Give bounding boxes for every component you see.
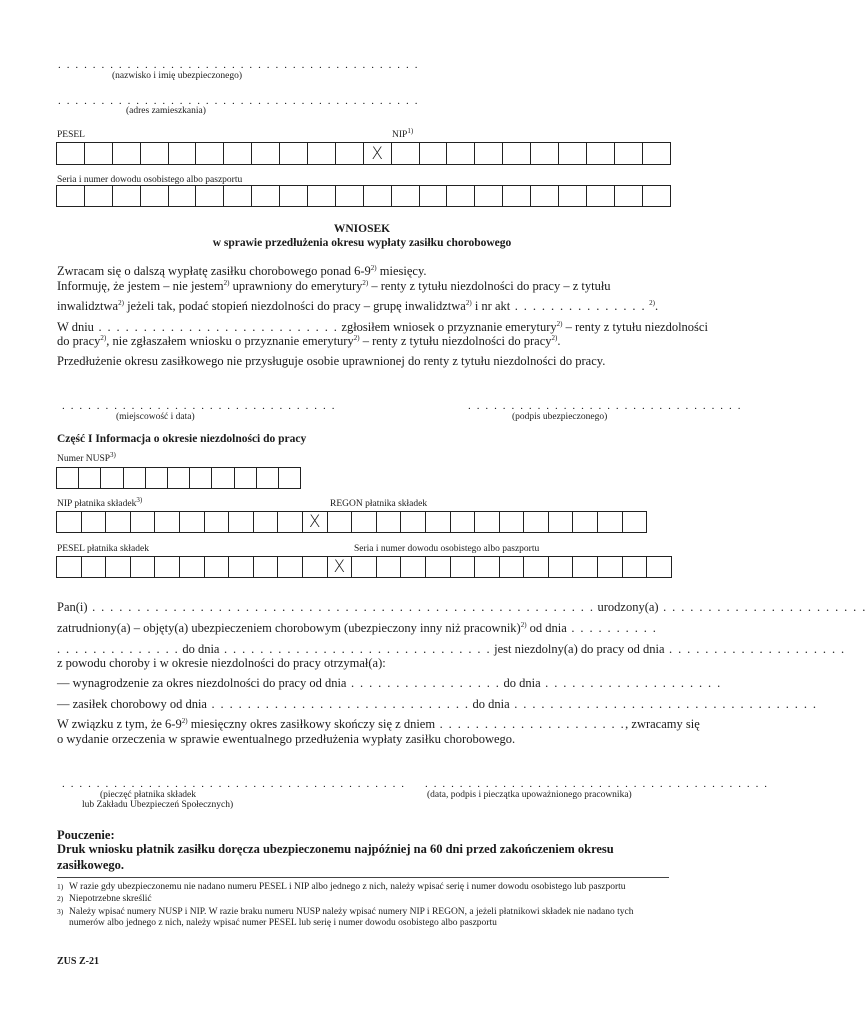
salary-from-field[interactable]: . . . . . . . . . . . . . . . . . — [346, 676, 501, 690]
grid-cell[interactable] — [643, 186, 671, 206]
form-code: ZUS Z-21 — [57, 956, 99, 967]
grid-cell[interactable] — [328, 512, 353, 532]
grid-cell[interactable] — [377, 557, 402, 577]
grid-cell[interactable] — [531, 143, 559, 164]
grid-cell[interactable] — [500, 557, 525, 577]
grid-cell[interactable] — [155, 512, 180, 532]
grid-cell[interactable] — [623, 512, 648, 532]
grid-cell[interactable] — [205, 512, 230, 532]
footnote-divider — [57, 877, 669, 878]
payer-stamp-caption-2: lub Zakładu Ubezpieczeń Społecznych) — [82, 800, 234, 810]
grid-cell[interactable] — [190, 468, 212, 488]
grid-cell[interactable] — [524, 557, 549, 577]
grid-cell[interactable] — [131, 557, 156, 577]
grid-cell[interactable] — [447, 143, 475, 164]
grid-cell[interactable] — [235, 468, 257, 488]
grid-cell[interactable] — [598, 557, 623, 577]
footnote-text: Niepotrzebne skreślić — [69, 894, 152, 905]
grid-cell[interactable] — [308, 143, 336, 164]
separator-x-mark: X — [303, 512, 328, 532]
id-label: Seria i numer dowodu osobistego albo paszportu — [57, 175, 243, 185]
grid-cell[interactable] — [549, 512, 574, 532]
part1-line-2: zatrudniony(a) – objęty(a) ubezpieczeniem chorobowym (ubezpieczony inny niż pracownik)$^{2)}$ od dnia . . . . . . . . . . — [57, 620, 658, 635]
separator-x-mark: X — [364, 143, 392, 164]
grid-cell[interactable] — [503, 143, 531, 164]
grid-cell[interactable] — [647, 557, 672, 577]
grid-cell[interactable] — [573, 557, 598, 577]
grid-cell[interactable] — [615, 186, 643, 206]
nip-payer-label: NIP płatnika składek$^{3)}$ — [57, 496, 143, 510]
part1-line-6: — zasiłek chorobowy od dnia . . . . . . . . . . . . . . . . . . . . . . . . . . . . . do dnia . . . . . . . . . . . . . . . . . . . . . . . . . . . . . . . . . . — [57, 697, 818, 711]
grid-cell[interactable] — [475, 557, 500, 577]
grid-cell[interactable] — [573, 512, 598, 532]
grid-cell[interactable] — [531, 186, 559, 206]
grid-cell[interactable] — [229, 557, 254, 577]
insured-signature-field[interactable]: . . . . . . . . . . . . . . . . . . . . . . . . . . . . . . . . — [468, 400, 743, 412]
nusp-grid — [56, 467, 301, 489]
notice-title: Pouczenie: — [57, 828, 115, 842]
grid-cell[interactable] — [254, 512, 279, 532]
grid-cell[interactable] — [155, 557, 180, 577]
grid-cell[interactable] — [308, 186, 336, 206]
grid-cell[interactable] — [401, 512, 426, 532]
grid-cell[interactable] — [252, 186, 280, 206]
grid-cell[interactable] — [101, 468, 123, 488]
grid-cell[interactable] — [79, 468, 101, 488]
salary-to-field[interactable]: . . . . . . . . . . . . . . . . . . . . — [540, 676, 722, 690]
address-field[interactable]: . . . . . . . . . . . . . . . . . . . . . . . . . . . . . . . . . . . . . . . . . . — [58, 95, 420, 107]
part1-title: Część I Informacja o okresie niezdolności do pracy — [57, 433, 307, 445]
footnote-item — [57, 907, 669, 930]
grid-cell[interactable] — [180, 512, 205, 532]
grid-cell[interactable] — [475, 512, 500, 532]
id-grid — [56, 185, 671, 207]
grid-cell[interactable] — [475, 186, 503, 206]
employee-signature-field[interactable]: . . . . . . . . . . . . . . . . . . . . . . . . . . . . . . . . . . . . . . . . — [425, 778, 769, 790]
grid-cell[interactable] — [224, 186, 252, 206]
grid-cell[interactable] — [113, 186, 141, 206]
employee-signature-caption: (data, podpis i pieczątka upoważnionego pracownika) — [427, 790, 632, 800]
grid-cell[interactable] — [196, 143, 224, 164]
grid-cell[interactable] — [169, 143, 197, 164]
grid-cell[interactable] — [180, 557, 205, 577]
footnote-number: 3) — [57, 906, 64, 916]
request-line-6: Przedłużenie okresu zasiłkowego nie przysługuje osobie uprawnionej do renty z tytułu niezdolności do pracy. — [57, 354, 606, 368]
notice-text: Druk wniosku płatnik zasiłku doręcza ubezpieczonemu najpóźniej na 60 dni przed zakończeniem okresu zasiłkowego. — [57, 842, 614, 872]
regon-label: REGON płatnika składek — [330, 499, 428, 509]
nip-label: NIP$^{1)}$ — [392, 127, 414, 141]
grid-cell[interactable] — [598, 512, 623, 532]
grid-cell[interactable] — [57, 143, 85, 164]
grid-cell[interactable] — [85, 143, 113, 164]
grid-cell[interactable] — [475, 143, 503, 164]
name-caption: (nazwisko i imię ubezpieczonego) — [112, 71, 243, 81]
grid-cell[interactable] — [131, 512, 156, 532]
part1-line-3: . . . . . . . . . . . . . . do dnia . . . . . . . . . . . . . . . . . . . . . . . . . . . . . . jest niezdolny(a) do pracy od dnia . . . . . . . . . . . . . . . . . . . . — [57, 642, 846, 656]
grid-cell[interactable] — [352, 557, 377, 577]
grid-cell[interactable] — [196, 186, 224, 206]
grid-cell[interactable] — [549, 557, 574, 577]
grid-cell[interactable] — [392, 186, 420, 206]
grid-cell[interactable] — [303, 557, 328, 577]
address-caption: (adres zamieszkania) — [126, 106, 206, 116]
footnotes — [57, 882, 669, 931]
grid-cell[interactable] — [352, 512, 377, 532]
grid-cell[interactable] — [169, 186, 197, 206]
request-line-2: Informuję, że jestem – nie jestem$^{2)}$ uprawniony do emerytury$^{2)}$ – renty z tytułu niezdolności do pracy – z tytułu — [57, 278, 611, 293]
request-line-1: Zwracam się o dalszą wypłatę zasiłku chorobowego ponad 6-9$^{2)}$ miesięcy. — [57, 263, 427, 278]
grid-cell[interactable] — [57, 468, 79, 488]
part1-line-7: W związku z tym, że 6-9$^{2)}$ miesięczny okres zasiłkowy skończy się z dniem . . . . . . . . . . . . . . . . . . . . ., zwracamy się — [57, 716, 700, 731]
part1-line-1: Pan(i) . . . . . . . . . . . . . . . . . . . . . . . . . . . . . . . . . . . . . . . . . . . . . . . . . . . . . . . . urodzony(a) . . . . . . . . . . . . . . . . . . . . . . . — [57, 600, 867, 614]
pesel-nip-grid — [56, 142, 671, 165]
grid-cell[interactable] — [503, 186, 531, 206]
grid-cell[interactable] — [420, 186, 448, 206]
grid-cell[interactable] — [364, 186, 392, 206]
place-date-caption: (miejscowość i data) — [116, 412, 195, 422]
grid-cell[interactable] — [106, 557, 131, 577]
payer-stamp-field[interactable]: . . . . . . . . . . . . . . . . . . . . . . . . . . . . . . . . . . . . . . . . — [62, 778, 406, 790]
grid-cell[interactable] — [257, 468, 279, 488]
separator-x-mark: X — [328, 557, 353, 577]
grid-cell[interactable] — [587, 143, 615, 164]
grid-cell[interactable] — [106, 512, 131, 532]
request-line-5: do pracy$^{2)}$, nie zgłaszałem wniosku o przyznanie emerytury$^{2)}$ – renty z tytułu niezdolności do pracy$^{2)}$. — [57, 333, 561, 348]
place-date-field[interactable]: . . . . . . . . . . . . . . . . . . . . . . . . . . . . . . . . — [62, 400, 337, 412]
grid-cell[interactable] — [57, 557, 82, 577]
grid-cell[interactable] — [254, 557, 279, 577]
grid-cell[interactable] — [401, 557, 426, 577]
part1-line-8: o wydanie orzeczenia w sprawie ewentualnego przedłużenia wypłaty zasiłku chorobowego. — [57, 732, 516, 746]
footnote-item — [57, 882, 669, 893]
form-subtitle: w sprawie przedłużenia okresu wypłaty zasiłku chorobowego — [212, 237, 512, 249]
grid-cell[interactable] — [420, 143, 448, 164]
nip-regon-grid — [56, 511, 647, 533]
pesel-label: PESEL — [57, 130, 85, 140]
grid-cell[interactable] — [229, 512, 254, 532]
grid-cell[interactable] — [280, 186, 308, 206]
form-title: WNIOSEK — [333, 223, 391, 235]
footnote-text: Należy wpisać numery NUSP i NIP. W razie braku numeru NUSP należy wpisać numery NIP i REGON, a jeżeli płatnikowi składek nie nadano tych numerów albo jednego z nich, należy wpisać numer PESEL lub serię i numer dowodu osobistego albo paszportu — [69, 906, 634, 929]
grid-cell[interactable] — [279, 468, 301, 488]
footnote-text: W razie gdy ubezpieczonemu nie nadano numeru PESEL i NIP albo jednego z nich, należy wpisać serię i numer dowodu osobistego lub paszportu — [69, 882, 626, 892]
request-line-3: inwalidztwa$^{2)}$ jeżeli tak, podać stopień niezdolności do pracy – grupę inwalidztwa$^{2)}$ i nr akt . . . . . . . . . . . . . . . $^{2)}$. — [57, 298, 659, 313]
grid-cell[interactable] — [146, 468, 168, 488]
grid-cell[interactable] — [500, 512, 525, 532]
grid-cell[interactable] — [141, 143, 169, 164]
grid-cell[interactable] — [559, 143, 587, 164]
grid-cell[interactable] — [426, 512, 451, 532]
part1-line-5: — wynagrodzenie za okres niezdolności do pracy od dnia . . . . . . . . . . . . . . . . . do dnia . . . . . . . . . . . . . . . . . . . . — [57, 676, 722, 690]
grid-cell[interactable] — [141, 186, 169, 206]
grid-cell[interactable] — [280, 143, 308, 164]
grid-cell[interactable] — [377, 512, 402, 532]
employment-from-cont-field[interactable]: . . . . . . . . . . . . . . — [57, 642, 180, 656]
grid-cell[interactable] — [57, 512, 82, 532]
footnote-item — [57, 894, 669, 905]
grid-cell[interactable] — [447, 186, 475, 206]
footnote-number: 1) — [57, 882, 64, 891]
pesel-id-payer-grid — [56, 556, 672, 578]
grid-cell[interactable] — [57, 186, 85, 206]
grid-cell[interactable] — [252, 143, 280, 164]
birth-date-field[interactable]: . . . . . . . . . . . . . . . . . . . . . . . — [658, 600, 867, 614]
grid-cell[interactable] — [278, 512, 303, 532]
grid-cell[interactable] — [85, 186, 113, 206]
sickness-benefit-from-field[interactable]: . . . . . . . . . . . . . . . . . . . . . . . . . . . . . — [206, 697, 470, 711]
grid-cell[interactable] — [212, 468, 234, 488]
sickness-benefit-to-field[interactable]: . . . . . . . . . . . . . . . . . . . . . . . . . . . . . . . . . . — [509, 697, 818, 711]
grid-cell[interactable] — [82, 557, 107, 577]
grid-cell[interactable] — [426, 557, 451, 577]
grid-cell[interactable] — [615, 143, 643, 164]
id-payer-label: Seria i numer dowodu osobistego albo paszportu — [354, 544, 540, 554]
file-number-field[interactable]: . . . . . . . . . . . . . . . — [510, 299, 646, 313]
request-line-4: W dniu . . . . . . . . . . . . . . . . . . . . . . . . . . . zgłosiłem wniosek o przyznanie emerytury$^{2)}$ – renty z tytułu niezdolności — [57, 319, 708, 334]
grid-cell[interactable] — [82, 512, 107, 532]
footnote-number: 2) — [57, 894, 64, 904]
grid-cell[interactable] — [451, 557, 476, 577]
grid-cell[interactable] — [643, 143, 671, 164]
grid-cell[interactable] — [392, 143, 420, 164]
employment-from-field[interactable]: . . . . . . . . . . — [566, 621, 658, 635]
insured-name-field[interactable]: . . . . . . . . . . . . . . . . . . . . . . . . . . . . . . . . . . . . . . . . . . . . . . . . . . . . . . . . — [87, 600, 595, 614]
part1-line-4: z powodu choroby i w okresie niezdolności do pracy otrzymał(a): — [57, 656, 386, 670]
grid-cell[interactable] — [451, 512, 476, 532]
grid-cell[interactable] — [623, 557, 648, 577]
incapacity-from-field[interactable]: . . . . . . . . . . . . . . . . . . . . — [664, 642, 846, 656]
nusp-label: Numer NUSP$^{3)}$ — [57, 451, 116, 465]
benefit-end-date-field[interactable]: . . . . . . . . . . . . . . . . . . . . . — [435, 717, 626, 731]
grid-cell[interactable] — [278, 557, 303, 577]
application-date-field[interactable]: . . . . . . . . . . . . . . . . . . . . . . . . . . . — [93, 320, 339, 334]
payer-stamp-caption-1: (pieczęć płatnika składek — [100, 790, 197, 800]
employment-to-field[interactable]: . . . . . . . . . . . . . . . . . . . . . . . . . . . . . . — [219, 642, 491, 656]
grid-cell[interactable] — [559, 186, 587, 206]
pesel-payer-label: PESEL płatnika składek — [57, 544, 149, 554]
name-field[interactable]: . . . . . . . . . . . . . . . . . . . . . . . . . . . . . . . . . . . . . . . . . . — [58, 59, 420, 71]
grid-cell[interactable] — [168, 468, 190, 488]
grid-cell[interactable] — [205, 557, 230, 577]
grid-cell[interactable] — [587, 186, 615, 206]
grid-cell[interactable] — [224, 143, 252, 164]
grid-cell[interactable] — [113, 143, 141, 164]
grid-cell[interactable] — [336, 186, 364, 206]
grid-cell[interactable] — [524, 512, 549, 532]
insured-signature-caption: (podpis ubezpieczonego) — [512, 412, 608, 422]
grid-cell[interactable] — [336, 143, 364, 164]
grid-cell[interactable] — [124, 468, 146, 488]
